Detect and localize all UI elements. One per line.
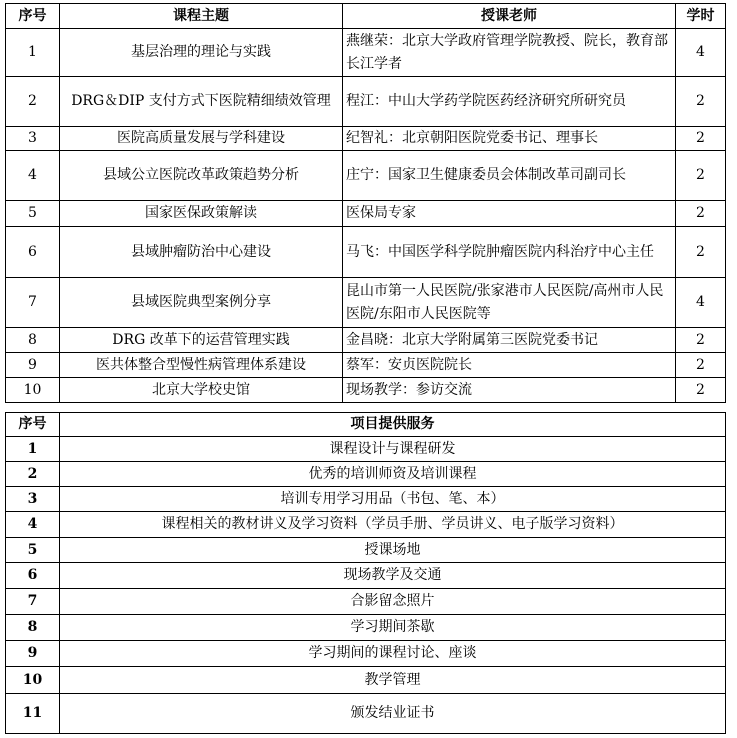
row-service: 颁发结业证书: [60, 694, 726, 734]
row-teacher: 纪智礼：北京朝阳医院党委书记、理事长: [343, 127, 676, 151]
table-row: [6, 227, 726, 278]
row-hours: 2: [676, 127, 726, 151]
table-row: [6, 378, 726, 403]
row-topic: DRG＆DIP 支付方式下医院精细绩效管理: [60, 77, 343, 127]
table-row: [6, 589, 726, 615]
row-no: 6: [6, 227, 60, 278]
table-row: [6, 127, 726, 151]
table-row: [6, 278, 726, 328]
row-service: 授课场地: [60, 538, 726, 563]
row-teacher: 程江：中山大学药学院医药经济研究所研究员: [343, 77, 676, 127]
table-row: [6, 538, 726, 563]
row-topic: 医院高质量发展与学科建设: [60, 127, 343, 151]
table-row: [6, 641, 726, 667]
row-service: 课程相关的教材讲义及学习资料（学员手册、学员讲义、电子版学习资料）: [60, 512, 726, 538]
row-teacher: 蔡军：安贞医院院长: [343, 353, 676, 378]
row-service: 学习期间的课程讨论、座谈: [60, 641, 726, 667]
row-service: 学习期间茶歇: [60, 615, 726, 641]
row-service: 培训专用学习用品（书包、笔、本）: [60, 487, 726, 512]
table-row: [6, 615, 726, 641]
row-service: 优秀的培训师资及培训课程: [60, 462, 726, 487]
header-hours: 学时: [676, 4, 726, 29]
row-teacher: 昆山市第一人民医院/张家港市人民医院/高州市人民医院/东阳市人民医院等: [343, 278, 676, 328]
row-hours: 4: [676, 29, 726, 77]
table-row: [6, 437, 726, 462]
header-service: 项目提供服务: [60, 413, 726, 437]
row-hours: 4: [676, 278, 726, 328]
row-hours: 2: [676, 151, 726, 201]
row-no: 1: [6, 437, 60, 462]
row-hours: 2: [676, 378, 726, 403]
row-no: 9: [6, 353, 60, 378]
row-topic: 北京大学校史馆: [60, 378, 343, 403]
row-no: 2: [6, 462, 60, 487]
header-teacher: 授课老师: [343, 4, 676, 29]
table-row: [6, 353, 726, 378]
table-row: [6, 77, 726, 127]
row-no: 3: [6, 487, 60, 512]
row-teacher: 医保局专家: [343, 201, 676, 227]
row-hours: 2: [676, 328, 726, 353]
row-no: 5: [6, 538, 60, 563]
table-row: [6, 512, 726, 538]
row-no: 4: [6, 512, 60, 538]
row-topic: 医共体整合型慢性病管理体系建设: [60, 353, 343, 378]
service-table: [5, 412, 726, 734]
row-no: 10: [6, 667, 60, 694]
row-no: 1: [6, 29, 60, 77]
row-teacher: 庄宁：国家卫生健康委员会体制改革司副司长: [343, 151, 676, 201]
row-topic: 县域肿瘤防治中心建设: [60, 227, 343, 278]
row-hours: 2: [676, 227, 726, 278]
row-teacher: 现场教学：参访交流: [343, 378, 676, 403]
table-row: [6, 151, 726, 201]
row-teacher: 金昌晓：北京大学附属第三医院党委书记: [343, 328, 676, 353]
service-table-header: [6, 413, 726, 437]
table-row: [6, 462, 726, 487]
row-topic: 国家医保政策解读: [60, 201, 343, 227]
row-service: 课程设计与课程研发: [60, 437, 726, 462]
row-no: 11: [6, 694, 60, 734]
row-hours: 2: [676, 353, 726, 378]
row-service: 现场教学及交通: [60, 563, 726, 589]
table-row: [6, 563, 726, 589]
row-no: 9: [6, 641, 60, 667]
row-no: 3: [6, 127, 60, 151]
table-row: [6, 667, 726, 694]
row-no: 7: [6, 589, 60, 615]
row-teacher: 马飞：中国医学科学院肿瘤医院内科治疗中心主任: [343, 227, 676, 278]
row-topic: 基层治理的理论与实践: [60, 29, 343, 77]
row-hours: 2: [676, 77, 726, 127]
header-no: 序号: [6, 4, 60, 29]
row-service: 教学管理: [60, 667, 726, 694]
row-no: 2: [6, 77, 60, 127]
row-no: 6: [6, 563, 60, 589]
course-table-header: [6, 4, 726, 29]
header-no: 序号: [6, 413, 60, 437]
header-topic: 课程主题: [60, 4, 343, 29]
table-row: [6, 328, 726, 353]
table-row: [6, 487, 726, 512]
row-teacher: 燕继荣：北京大学政府管理学院教授、院长，教育部长江学者: [343, 29, 676, 77]
row-no: 10: [6, 378, 60, 403]
table-row: [6, 29, 726, 77]
row-topic: DRG 改革下的运营管理实践: [60, 328, 343, 353]
table-row: [6, 694, 726, 734]
row-no: 7: [6, 278, 60, 328]
row-service: 合影留念照片: [60, 589, 726, 615]
row-topic: 县域医院典型案例分享: [60, 278, 343, 328]
course-table: [5, 3, 726, 403]
row-no: 8: [6, 328, 60, 353]
row-no: 4: [6, 151, 60, 201]
row-no: 5: [6, 201, 60, 227]
row-topic: 县域公立医院改革政策趋势分析: [60, 151, 343, 201]
row-hours: 2: [676, 201, 726, 227]
row-no: 8: [6, 615, 60, 641]
table-row: [6, 201, 726, 227]
